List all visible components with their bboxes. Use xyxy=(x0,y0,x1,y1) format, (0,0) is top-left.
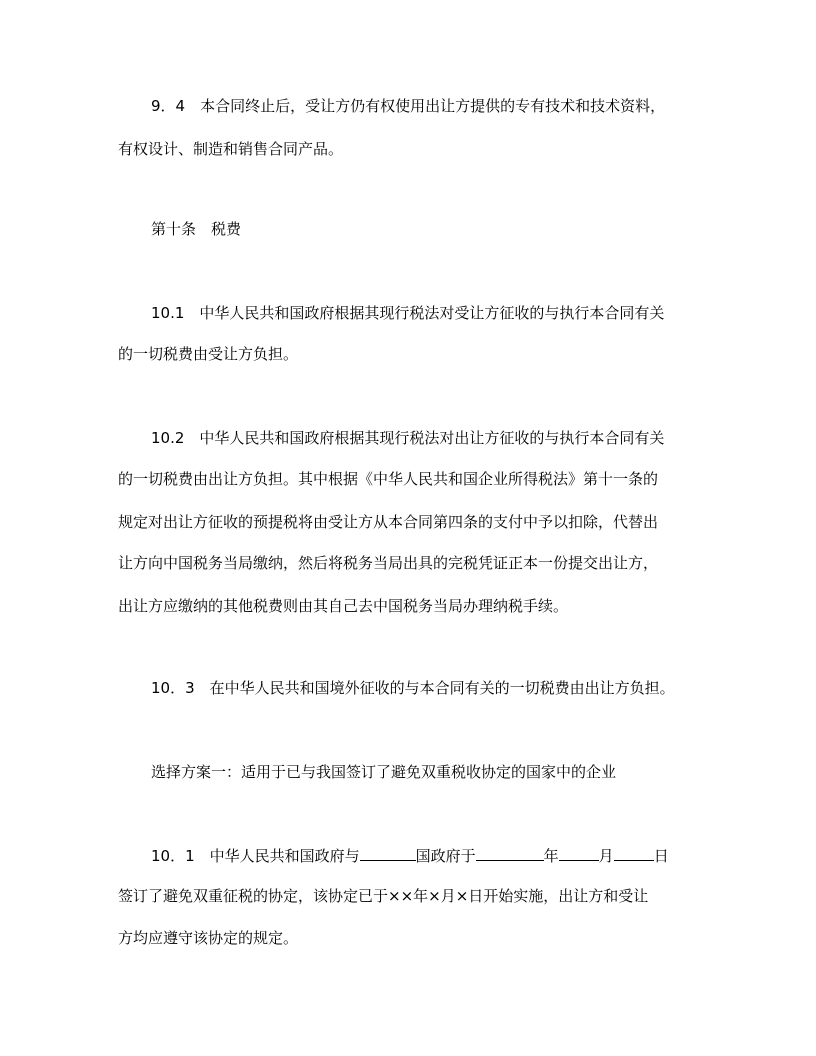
option-clause-text-b: 国政府于 xyxy=(415,847,476,865)
clause-10-2-line-2: 的一切税费由出让方负担。其中根据《中华人民共和国企业所得税法》第十一条的 xyxy=(118,470,659,488)
clause-9-4-line-1: 9．4 本合同终止后，受让方仍有权使用出让方提供的专有技术和技术资料， xyxy=(151,97,666,115)
day-blank xyxy=(614,845,654,861)
day-label: 日 xyxy=(653,847,669,865)
country-name-blank xyxy=(360,845,416,861)
option-one-heading: 选择方案一：适用于已与我国签订了避免双重税收协定的国家中的企业 xyxy=(151,763,617,781)
option-clause-10-1-line-3: 方均应遵守该协定的规定。 xyxy=(118,929,299,947)
clause-10-3-line-1: 10．3 在中华人民共和国境外征收的与本合同有关的一切税费由出让方负担。 xyxy=(151,679,675,697)
option-clause-10-1-line-2: 签订了避免双重征税的协定，该协定已于××年×月×日开始实施，出让方和受让 xyxy=(118,887,649,905)
clause-10-2-line-3: 规定对出让方征收的预提税将由受让方从本合同第四条的支付中予以扣除，代替出 xyxy=(118,513,659,531)
year-blank xyxy=(476,845,544,861)
clause-10-2-line-4: 让方向中国税务当局缴纳，然后将税务当局出具的完税凭证正本一份提交出让方， xyxy=(118,554,659,572)
clause-10-1-line-1: 10.1 中华人民共和国政府根据其现行税法对受让方征收的与执行本合同有关 xyxy=(151,304,665,322)
month-blank xyxy=(559,845,599,861)
clause-9-4-line-2: 有权设计、制造和销售合同产品。 xyxy=(118,140,344,158)
clause-10-1-line-2: 的一切税费由受让方负担。 xyxy=(118,345,299,363)
year-label: 年 xyxy=(543,847,559,865)
month-label: 月 xyxy=(598,847,614,865)
option-clause-text-a: 10．1 中华人民共和国政府与 xyxy=(151,847,360,865)
article-10-heading: 第十条 税费 xyxy=(151,220,242,238)
option-clause-10-1-line-1 xyxy=(151,845,669,865)
clause-10-2-line-1: 10.2 中华人民共和国政府根据其现行税法对出让方征收的与执行本合同有关 xyxy=(151,429,665,447)
clause-10-2-line-5: 出让方应缴纳的其他税费则由其自己去中国税务当局办理纳税手续。 xyxy=(118,597,569,615)
